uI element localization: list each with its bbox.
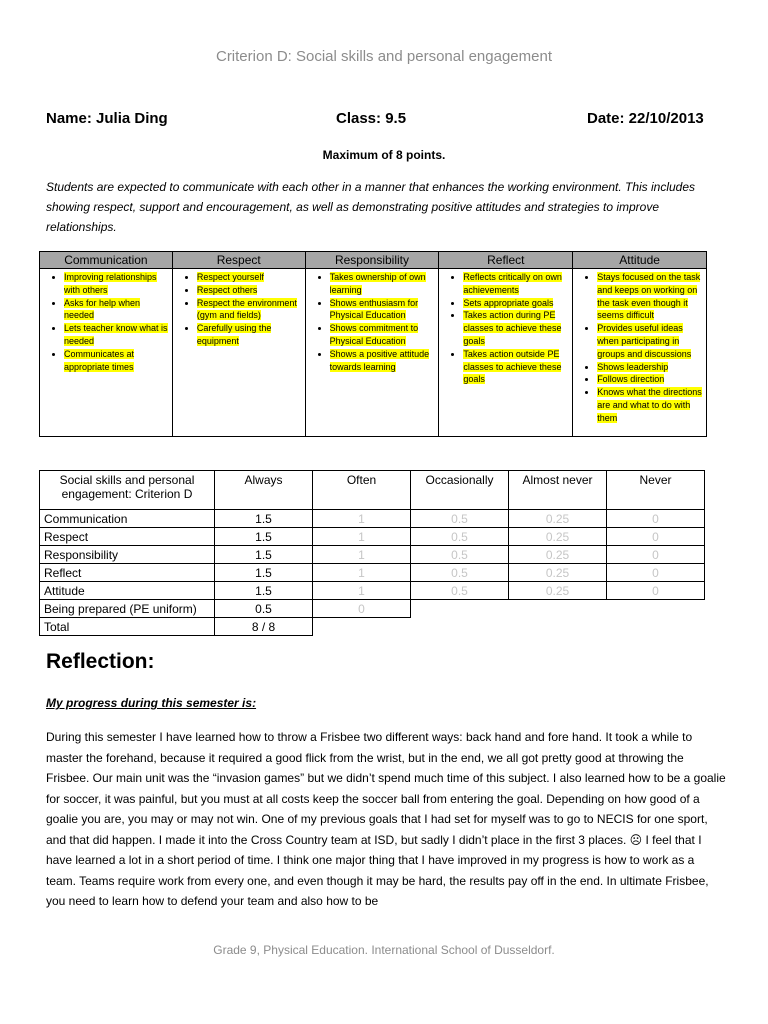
criteria-item xyxy=(197,322,303,348)
score-always: 0.5 xyxy=(215,600,313,618)
reflection-body: During this semester I have learned how to throw a Frisbee two different ways: back hand and fore hand. It took a while to master the forehand, because it required a good flick from the wrist, but in the end, we all got pretty good at throwing the Frisbee. Our main unit was the “invasion games” but we didn’t spend much time of this subject. I also learned how to be a goalie for soccer, it was painful, but you must at all costs keep the soccer ball from entering the goal. Depending on how good of a goalie you are, you may or may not win. One of my previous goals that I had set for myself was to go to NECIS for one sport, and that did happen. I made it into the Cross Country team at ISD, but sadly I didn’t place in the first 3 places. ☹ I feel that I have learned a lot in a short period of time. I think one major thing that I have improved in my progress is how to work as a team. Teams require work from every one, and even though it may be hard, the results pay off in the end. In ultimate Frisbee, you need to learn how to defend your team and also how to be xyxy=(46,730,726,908)
criteria-item xyxy=(330,271,437,297)
score-often: 1 xyxy=(313,528,411,546)
criteria-item-text: Takes action outside PE classes to achieve these goals xyxy=(463,348,562,385)
criteria-header: Respect xyxy=(172,252,305,269)
score-often: 1 xyxy=(313,564,411,582)
score-never: 0 xyxy=(607,546,705,564)
criteria-item-text: Knows what the directions are and what to do with them xyxy=(597,387,702,423)
criteria-item xyxy=(197,297,303,323)
score-header-row xyxy=(40,471,705,510)
score-often: 1 xyxy=(313,510,411,528)
score-header: Always xyxy=(215,471,313,510)
progress-heading: My progress during this semester is: xyxy=(46,696,257,710)
score-header: Social skills and personal engagement: Criterion D xyxy=(40,471,215,510)
score-always: 1.5 xyxy=(215,582,313,600)
score-row-label: Reflect xyxy=(40,564,215,582)
criteria-cell-communication xyxy=(40,269,173,437)
score-always: 1.5 xyxy=(215,564,313,582)
criteria-list xyxy=(177,271,303,348)
criteria-item xyxy=(463,271,570,297)
criteria-item-text: Respect others xyxy=(196,284,258,295)
score-never: 0 xyxy=(607,528,705,546)
score-row xyxy=(40,582,705,600)
score-row xyxy=(40,510,705,528)
criteria-item-text: Stays focused on the task and keeps on working on the task even though it seems difficult xyxy=(597,272,701,321)
score-row-label: Responsibility xyxy=(40,546,215,564)
score-row-label: Attitude xyxy=(40,582,215,600)
criteria-item-text: Follows direction xyxy=(597,374,665,385)
criteria-item-text: Carefully using the equipment xyxy=(196,323,272,346)
criteria-item xyxy=(463,348,570,386)
criteria-item-text: Takes ownership of own learning xyxy=(329,272,426,295)
criteria-header: Responsibility xyxy=(305,252,439,269)
criteria-cell-reflect xyxy=(439,269,573,437)
score-always: 1.5 xyxy=(215,510,313,528)
criteria-item-text: Shows a positive attitude towards learning xyxy=(329,348,430,372)
score-blank xyxy=(313,618,705,636)
criteria-item-text: Provides useful ideas when participating in groups and discussions xyxy=(597,323,692,359)
score-total-value: 8 / 8 xyxy=(215,618,313,636)
criteria-item xyxy=(197,271,303,284)
score-almost-never: 0.25 xyxy=(509,582,607,600)
criteria-item-text: Lets teacher know what is needed xyxy=(64,323,168,346)
score-almost-never: 0.25 xyxy=(509,510,607,528)
report-date: Date: 22/10/2013 xyxy=(587,110,704,127)
score-row xyxy=(40,546,705,564)
criteria-item xyxy=(330,297,437,323)
criteria-item xyxy=(597,322,704,360)
criteria-item xyxy=(64,297,170,323)
criteria-item-text: Respect the environment (gym and fields) xyxy=(196,297,297,321)
criteria-item xyxy=(64,322,170,348)
score-header: Never xyxy=(607,471,705,510)
criteria-item-text: Respect yourself xyxy=(196,272,264,282)
criteria-item-text: Shows enthusiasm for Physical Education xyxy=(329,297,419,321)
maximum-points: Maximum of 8 points. xyxy=(322,148,446,162)
intro-paragraph: Students are expected to communicate with each other in a manner that enhances the working environment. This includes showing respect, support and encouragement, as well as demonstrating positive attitudes and strategies to improve relationships. xyxy=(46,180,696,234)
criteria-item xyxy=(463,297,570,310)
criteria-item-text: Shows commitment to Physical Education xyxy=(329,323,419,346)
score-never: 0 xyxy=(607,582,705,600)
score-always: 1.5 xyxy=(215,528,313,546)
criteria-item xyxy=(64,348,170,374)
criteria-item-text: Shows leadership xyxy=(597,361,669,372)
criteria-table xyxy=(39,251,707,437)
score-never: 0 xyxy=(607,564,705,582)
score-occasionally: 0.5 xyxy=(411,564,509,582)
score-row-prepared xyxy=(40,600,705,618)
criteria-body-row xyxy=(40,269,707,437)
score-header: Occasionally xyxy=(411,471,509,510)
score-almost-never: 0.25 xyxy=(509,564,607,582)
score-occasionally: 0.5 xyxy=(411,528,509,546)
score-row-label: Total xyxy=(40,618,215,636)
criteria-item xyxy=(597,373,704,386)
score-occasionally: 0.5 xyxy=(411,582,509,600)
score-row-label: Communication xyxy=(40,510,215,528)
criteria-item xyxy=(463,309,570,347)
score-often: 1 xyxy=(313,582,411,600)
criteria-item xyxy=(597,361,704,374)
score-often: 0 xyxy=(313,600,411,618)
criteria-item xyxy=(330,348,437,374)
score-never: 0 xyxy=(607,510,705,528)
criteria-item xyxy=(330,322,437,348)
reflection-title: Reflection: xyxy=(46,650,155,673)
score-blank xyxy=(411,600,705,618)
criteria-item-text: Reflects critically on own achievements xyxy=(463,272,562,295)
criteria-header: Reflect xyxy=(439,252,573,269)
criteria-header-row xyxy=(40,252,707,269)
criteria-header: Communication xyxy=(40,252,173,269)
score-row-label: Being prepared (PE uniform) xyxy=(40,600,215,618)
criteria-cell-respect xyxy=(172,269,305,437)
criteria-cell-responsibility xyxy=(305,269,439,437)
criteria-item-text: Takes action during PE classes to achieve these goals xyxy=(463,310,562,346)
criteria-cell-attitude xyxy=(573,269,707,437)
criteria-item-text: Improving relationships with others xyxy=(64,272,157,295)
criteria-item xyxy=(597,386,704,424)
criteria-list xyxy=(310,271,437,373)
score-row-label: Respect xyxy=(40,528,215,546)
score-header: Almost never xyxy=(509,471,607,510)
student-class: Class: 9.5 xyxy=(336,110,407,127)
score-occasionally: 0.5 xyxy=(411,546,509,564)
score-always: 1.5 xyxy=(215,546,313,564)
score-often: 1 xyxy=(313,546,411,564)
score-occasionally: 0.5 xyxy=(411,510,509,528)
score-table xyxy=(39,470,705,636)
score-row xyxy=(40,528,705,546)
page-footer: Grade 9, Physical Education. International School of Dusseldorf. xyxy=(213,943,555,957)
criteria-item-text: Sets appropriate goals xyxy=(463,297,554,308)
score-header: Often xyxy=(313,471,411,510)
criteria-list xyxy=(44,271,170,373)
criteria-header: Attitude xyxy=(573,252,707,269)
criteria-item xyxy=(64,271,170,297)
score-almost-never: 0.25 xyxy=(509,528,607,546)
criteria-item xyxy=(597,271,704,322)
criteria-item-text: Communicates at appropriate times xyxy=(64,348,135,372)
score-row-total xyxy=(40,618,705,636)
student-name: Name: Julia Ding xyxy=(46,110,168,127)
page-header-title: Criterion D: Social skills and personal engagement xyxy=(215,48,552,65)
criteria-item xyxy=(197,284,303,297)
score-almost-never: 0.25 xyxy=(509,546,607,564)
criteria-list xyxy=(577,271,704,425)
criteria-list xyxy=(443,271,570,386)
score-row xyxy=(40,564,705,582)
criteria-item-text: Asks for help when needed xyxy=(64,297,141,321)
